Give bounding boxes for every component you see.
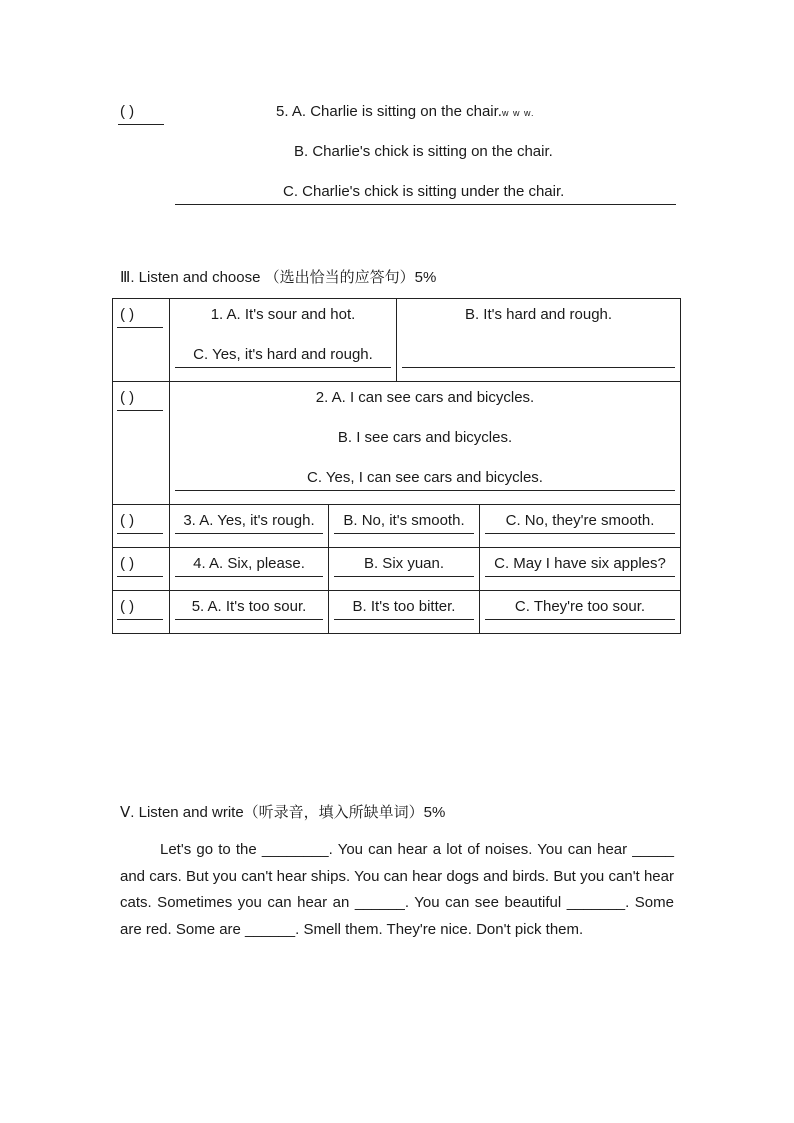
table-row-1-option-ac-cell bbox=[169, 298, 397, 382]
row-3-option-b: B. No, it's smooth. bbox=[343, 512, 465, 529]
table-row-3-option-b-cell bbox=[328, 504, 480, 548]
row-4-c-underline bbox=[485, 576, 675, 577]
row-3-c-underline bbox=[485, 533, 675, 534]
row-3-option-a: 3. A. Yes, it's rough. bbox=[183, 512, 315, 529]
row-5-option-a: 5. A. It's too sour. bbox=[191, 598, 307, 615]
table-row-4-paren-cell bbox=[112, 547, 170, 591]
table-row-3-option-c-cell bbox=[479, 504, 681, 548]
section3-heading: Ⅲ. Listen and choose （选出恰当的应答句）5% bbox=[120, 269, 437, 286]
table-row-4-option-a-cell bbox=[169, 547, 329, 591]
table-row-4-option-b-cell bbox=[328, 547, 480, 591]
table-row-5-option-b-cell bbox=[328, 590, 480, 634]
table-row-5-option-c-cell bbox=[479, 590, 681, 634]
q5-options-underline bbox=[175, 204, 676, 205]
row-2-option-a: 2. A. I can see cars and bicycles. bbox=[315, 389, 535, 406]
row-5-paren-underline bbox=[117, 619, 163, 620]
row-2-answer-paren[interactable]: ( ) bbox=[120, 389, 135, 406]
row-3-paren-underline bbox=[117, 533, 163, 534]
row-2-option-b: B. I see cars and bicycles. bbox=[337, 429, 513, 446]
table-row-1-option-b-cell bbox=[396, 298, 681, 382]
q5-option-c: C. Charlie's chick is sitting under the chair. bbox=[283, 183, 565, 200]
watermark-text: w w w. bbox=[501, 108, 535, 118]
table-row-2-paren-cell bbox=[112, 381, 170, 505]
row-5-a-underline bbox=[175, 619, 323, 620]
row-2-paren-underline bbox=[117, 410, 163, 411]
q5-option-b: B. Charlie's chick is sitting on the chair. bbox=[294, 143, 553, 160]
row-1-answer-paren[interactable]: ( ) bbox=[120, 306, 135, 323]
table-row-5-option-a-cell bbox=[169, 590, 329, 634]
row-2-option-c: C. Yes, I can see cars and bicycles. bbox=[307, 469, 543, 486]
table-row-3-paren-cell bbox=[112, 504, 170, 548]
table-row-3-option-a-cell bbox=[169, 504, 329, 548]
table-row-4-option-c-cell bbox=[479, 547, 681, 591]
row-4-option-b: B. Six yuan. bbox=[363, 555, 445, 572]
row-1-option-a: 1. A. It's sour and hot. bbox=[210, 306, 356, 323]
row-3-option-c: C. No, they're smooth. bbox=[505, 512, 655, 529]
row-4-option-c: C. May I have six apples? bbox=[494, 555, 666, 572]
row-5-b-underline bbox=[334, 619, 474, 620]
q5-option-a bbox=[276, 103, 534, 120]
row-1-option-c: C. Yes, it's hard and rough. bbox=[193, 346, 373, 363]
row-1-paren-underline bbox=[117, 327, 163, 328]
q5-option-a-text: 5. A. Charlie is sitting on the chair. bbox=[276, 103, 502, 120]
row-4-a-underline bbox=[175, 576, 323, 577]
section5-heading: Ⅴ. Listen and write（听录音，填入所缺单词）5% bbox=[120, 804, 446, 821]
q5-answer-paren[interactable]: ( ) bbox=[120, 103, 135, 120]
row-1-ac-underline bbox=[175, 367, 391, 368]
row-3-b-underline bbox=[334, 533, 474, 534]
row-4-b-underline bbox=[334, 576, 474, 577]
row-1-b-underline bbox=[402, 367, 675, 368]
row-4-paren-underline bbox=[117, 576, 163, 577]
row-5-c-underline bbox=[485, 619, 675, 620]
q5-paren-underline bbox=[118, 124, 164, 125]
row-4-option-a: 4. A. Six, please. bbox=[193, 555, 305, 572]
row-3-answer-paren[interactable]: ( ) bbox=[120, 512, 135, 529]
table-row-1-paren-cell bbox=[112, 298, 170, 382]
row-1-option-b: B. It's hard and rough. bbox=[464, 306, 613, 323]
table-row-5-paren-cell bbox=[112, 590, 170, 634]
section5-paragraph bbox=[120, 837, 674, 943]
row-5-option-b: B. It's too bitter. bbox=[352, 598, 456, 615]
row-5-option-c: C. They're too sour. bbox=[514, 598, 646, 615]
row-5-answer-paren[interactable]: ( ) bbox=[120, 598, 135, 615]
row-3-a-underline bbox=[175, 533, 323, 534]
section5-paragraph-text: Let's go to the ________. You can hear a lot of noises. You can hear _____ and cars. But you can't hear ships. You can hear dogs and birds. But you can't hear cats. Sometimes you can hear an ______. You can see beautiful _______. Some are red. Some are ______. Smell them. They're nice. Don't pick them. bbox=[120, 841, 674, 938]
row-4-answer-paren[interactable]: ( ) bbox=[120, 555, 135, 572]
table-row-2-options-cell bbox=[169, 381, 681, 505]
row-2-underline bbox=[175, 490, 675, 491]
